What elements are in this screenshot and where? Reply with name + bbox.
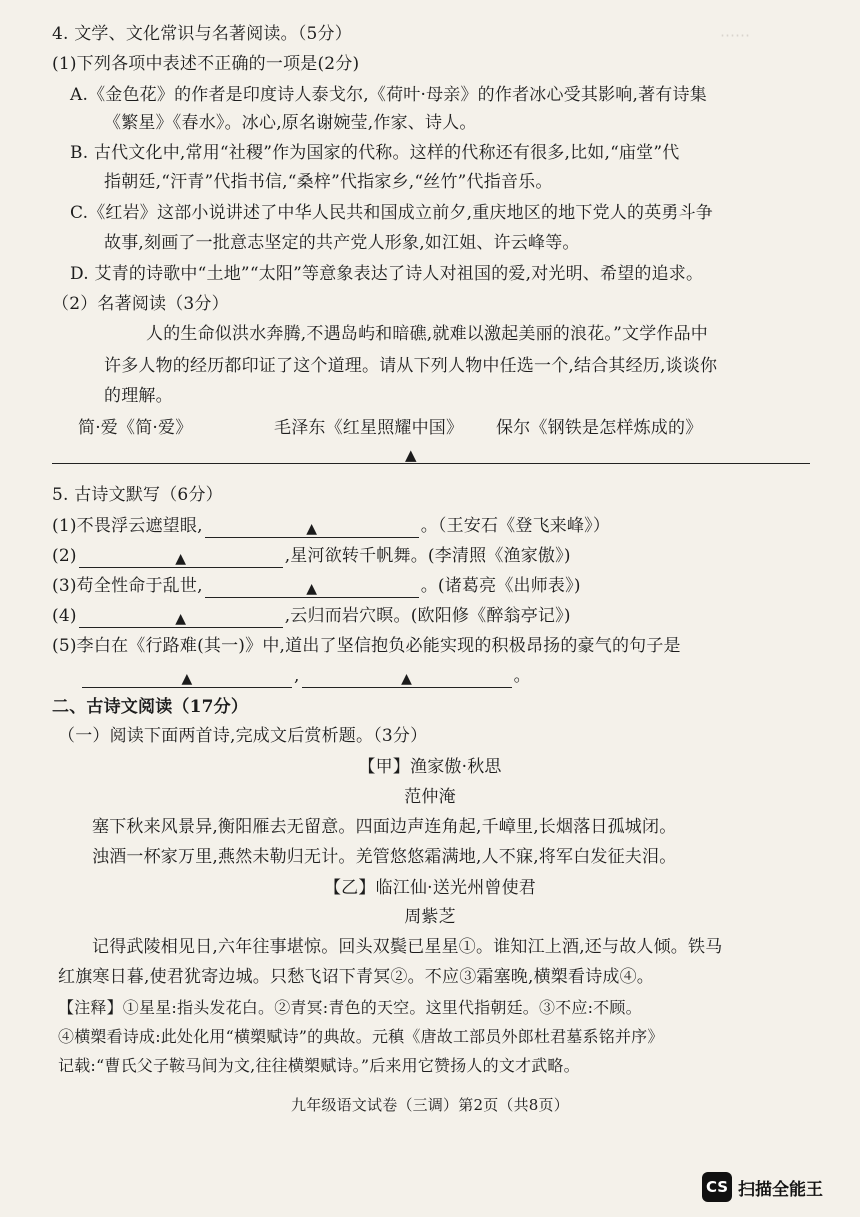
q4-option-c-line1: C.《红岩》这部小说讲述了中华人民共和国成立前夕,重庆地区的地下党人的英勇斗争 bbox=[70, 203, 714, 223]
q5-item-5-comma: , bbox=[294, 666, 300, 686]
q5-item-3-source: 。(诸葛亮《出师表》) bbox=[420, 576, 581, 596]
q4-passage-line2: 许多人物的经历都印证了这个道理。请从下列人物中任选一个,结合其经历,谈谈你 bbox=[104, 356, 718, 376]
camscanner-logo-icon: CS bbox=[702, 1172, 732, 1202]
q5-item-2-prompt: (2) bbox=[52, 546, 77, 566]
q4-character-option-2: 毛泽东《红星照耀中国》 bbox=[274, 418, 464, 438]
q5-item-5-period: 。 bbox=[513, 666, 531, 686]
answer-marker-triangle: ▲ bbox=[181, 671, 193, 687]
poem2-line1: 记得武陵相见日,六年往事堪惊。回头双鬓已星星①。谁知江上酒,还与故人倾。铁马 bbox=[92, 937, 723, 957]
page-footer: 九年级语文试卷（三调）第2页（共8页） bbox=[291, 1096, 569, 1114]
q5-item-4-prompt: (4) bbox=[52, 606, 77, 626]
q4-option-b-line1: B. 古代文化中,常用“社稷”作为国家的代称。这样的代称还有很多,比如,“庙堂”代 bbox=[70, 143, 680, 163]
poem1-title: 【甲】渔家傲·秋思 bbox=[358, 757, 502, 777]
q4-option-a-line1: A.《金色花》的作者是印度诗人泰戈尔,《荷叶·母亲》的作者冰心受其影响,著有诗集 bbox=[70, 85, 707, 105]
q5-item-1-prompt: (1)不畏浮云遮望眼, bbox=[52, 516, 203, 536]
answer-marker-triangle: ▲ bbox=[401, 671, 413, 687]
q4-title: 4. 文学、文化常识与名著阅读。（5分） bbox=[52, 24, 352, 44]
q5-item-4-source: ,云归而岩穴暝。(欧阳修《醉翁亭记》) bbox=[284, 606, 571, 626]
answer-line[interactable] bbox=[52, 463, 810, 464]
poem2-title: 【乙】临江仙·送光州曾使君 bbox=[323, 878, 536, 898]
answer-marker-triangle: ▲ bbox=[306, 521, 318, 537]
q5-item-2 bbox=[52, 544, 571, 568]
q5-item-1 bbox=[52, 514, 610, 538]
q5-item-2-source: ,星河欲转千帆舞。(李清照《渔家傲》) bbox=[284, 546, 571, 566]
section-2-sub1: （一）阅读下面两首诗,完成文后赏析题。（3分） bbox=[58, 726, 428, 746]
notes-line1: 【注释】①星星:指头发花白。②青冥:青色的天空。这里代指朝廷。③不应:不顾。 bbox=[58, 998, 642, 1017]
q5-item-4-blank[interactable] bbox=[79, 607, 283, 628]
q5-item-5-blank-1[interactable] bbox=[82, 667, 292, 688]
q5-item-3-blank[interactable] bbox=[205, 577, 419, 598]
q5-title: 5. 古诗文默写（6分） bbox=[52, 485, 223, 505]
q5-item-1-blank[interactable] bbox=[205, 517, 419, 538]
q5-item-5-blank-2[interactable] bbox=[302, 667, 512, 688]
poem1-author: 范仲淹 bbox=[404, 787, 456, 807]
q5-item-1-source: 。（王安石《登飞来峰》） bbox=[420, 516, 611, 536]
bleed-through-text: ⋯⋯ bbox=[720, 26, 750, 44]
notes-line2: ④横槊看诗成:此处化用“横槊赋诗”的典故。元稹《唐故工部员外郎杜君墓系铭并序》 bbox=[58, 1027, 664, 1046]
q5-item-4 bbox=[52, 604, 571, 628]
q4-sub1: (1)下列各项中表述不正确的一项是(2分) bbox=[52, 54, 360, 74]
q5-item-5-answer bbox=[80, 664, 531, 688]
q4-option-c-line2: 故事,刻画了一批意志坚定的共产党人形象,如江姐、许云峰等。 bbox=[104, 233, 580, 253]
poem1-line2: 浊酒一杯家万里,燕然未勒归无计。羌管悠悠霜满地,人不寐,将军白发征夫泪。 bbox=[92, 847, 677, 867]
q4-option-d: D. 艾青的诗歌中“土地”“太阳”等意象表达了诗人对祖国的爱,对光明、希望的追求。 bbox=[70, 264, 704, 284]
notes-line3: 记载:“曹氏父子鞍马间为文,往往横槊赋诗。”后来用它赞扬人的文才武略。 bbox=[58, 1056, 580, 1075]
answer-marker-triangle: ▲ bbox=[405, 446, 417, 464]
q4-sub2: （2）名著阅读（3分） bbox=[52, 294, 229, 314]
q4-character-option-3: 保尔《钢铁是怎样炼成的》 bbox=[496, 418, 703, 438]
q4-option-b-line2: 指朝廷,“汗青”代指书信,“桑梓”代指家乡,“丝竹”代指音乐。 bbox=[104, 172, 553, 192]
q5-item-3-prompt: (3)苟全性命于乱世, bbox=[52, 576, 203, 596]
answer-marker-triangle: ▲ bbox=[175, 611, 187, 627]
poem1-line1: 塞下秋来风景异,衡阳雁去无留意。四面边声连角起,千嶂里,长烟落日孤城闭。 bbox=[92, 817, 677, 837]
q4-option-a-line2: 《繁星》《春水》。冰心,原名谢婉莹,作家、诗人。 bbox=[104, 113, 477, 133]
q5-item-2-blank[interactable] bbox=[79, 547, 283, 568]
scanner-brand-text: 扫描全能王 bbox=[738, 1179, 823, 1200]
q4-passage-line1: 人的生命似洪水奔腾,不遇岛屿和暗礁,就难以激起美丽的浪花。”文学作品中 bbox=[146, 324, 708, 344]
poem2-author: 周紫芝 bbox=[404, 907, 456, 927]
poem2-line2: 红旗寒日暮,使君犹寄边城。只愁飞诏下青冥②。不应③霜塞晚,横槊看诗成④。 bbox=[58, 967, 655, 987]
q4-passage-line3: 的理解。 bbox=[104, 386, 173, 406]
q5-item-3 bbox=[52, 574, 581, 598]
section-2-title: 二、古诗文阅读（17分） bbox=[52, 697, 249, 717]
answer-marker-triangle: ▲ bbox=[175, 551, 187, 567]
answer-marker-triangle: ▲ bbox=[306, 581, 318, 597]
scanner-watermark bbox=[702, 1170, 842, 1204]
q4-character-option-1: 简·爱《简·爱》 bbox=[78, 418, 193, 438]
q5-item-5: (5)李白在《行路难(其一)》中,道出了坚信抱负必能实现的积极昂扬的豪气的句子是 bbox=[52, 636, 681, 656]
